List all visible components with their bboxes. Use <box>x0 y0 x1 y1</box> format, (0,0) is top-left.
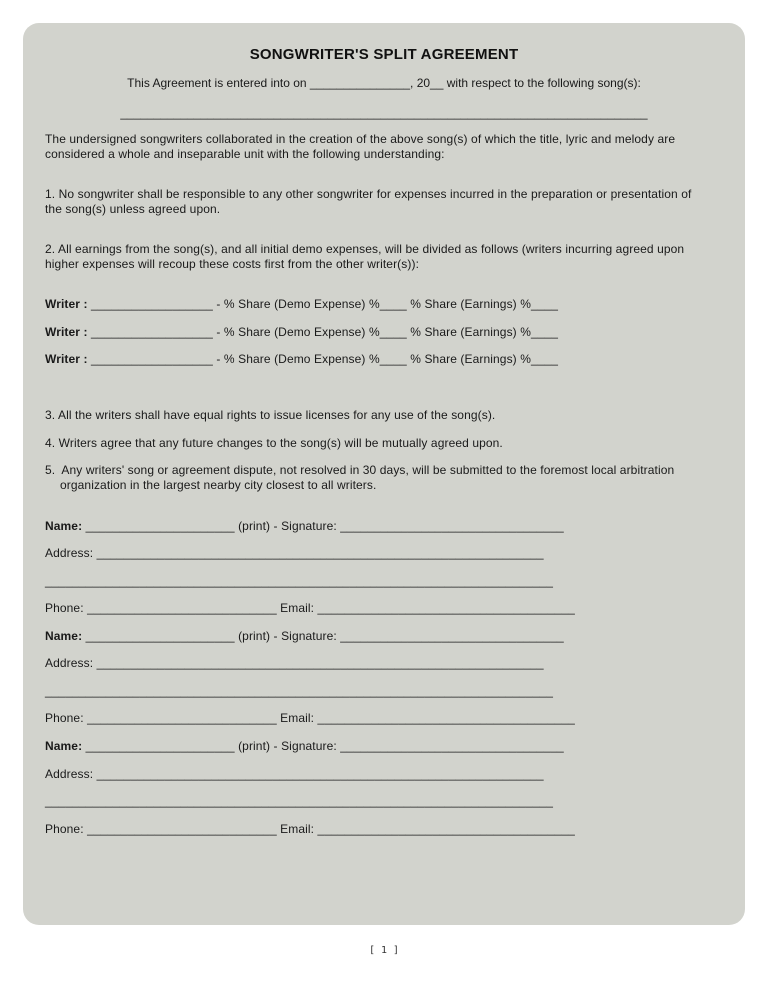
name-signature-fields: ______________________ (print) - Signature: _________________________________ <box>82 519 564 533</box>
clause-2-line-2: higher expenses will recoup these costs first from the other writer(s)): <box>45 257 420 271</box>
phone-email-row: Phone: ____________________________ Email: ______________________________________ <box>45 822 575 836</box>
clause-5-line-1: 5. Any writers' song or agreement dispute, not resolved in 30 days, will be submitted to the foremost local arbitration <box>45 463 675 477</box>
writer-share-fields: __________________ - % Share (Demo Expense) %____ % Share (Earnings) %____ <box>87 297 559 311</box>
name-signature-fields: ______________________ (print) - Signature: _________________________________ <box>82 629 564 643</box>
clause-4: 4. Writers agree that any future changes to the song(s) will be mutually agreed upon. <box>45 436 503 450</box>
phone-email-row: Phone: ____________________________ Email: ______________________________________ <box>45 601 575 615</box>
signature-name-row <box>45 519 564 534</box>
address-row: Address: __________________________________________________________________ <box>45 546 544 560</box>
address-continuation-row: ___________________________________________________________________________ <box>45 574 554 588</box>
signature-name-row <box>45 739 564 754</box>
address-continuation-row: ___________________________________________________________________________ <box>45 684 554 698</box>
writer-row-3 <box>45 352 558 367</box>
address-row: Address: __________________________________________________________________ <box>45 656 544 670</box>
writer-share-fields: __________________ - % Share (Demo Expense) %____ % Share (Earnings) %____ <box>87 325 559 339</box>
writer-label: Writer : <box>45 352 88 366</box>
page-number: [ 1 ] <box>368 945 400 956</box>
signature-name-row <box>45 629 564 644</box>
clause-5-line-2: organization in the largest nearby city closest to all writers. <box>60 478 377 492</box>
phone-email-row: Phone: ____________________________ Email: ______________________________________ <box>45 711 575 725</box>
song-title-line: _______________________________________________________________________________ <box>120 106 648 120</box>
clause-2-line-1: 2. All earnings from the song(s), and all initial demo expenses, will be divided as follows (writers incurring agreed upon <box>45 242 685 256</box>
collab-paragraph-line-1: The undersigned songwriters collaborated in the creation of the above song(s) of which the title, lyric and melody are <box>45 132 676 146</box>
name-label: Name: <box>45 629 83 643</box>
writer-label: Writer : <box>45 297 88 311</box>
writer-row-1 <box>45 297 558 312</box>
name-label: Name: <box>45 739 83 753</box>
clause-1-line-2: the song(s) unless agreed upon. <box>45 202 221 216</box>
intro-line: This Agreement is entered into on _______________, 20__ with respect to the following song(s): <box>127 76 641 90</box>
writer-label: Writer : <box>45 325 88 339</box>
collab-paragraph-line-2: considered a whole and inseparable unit with the following understanding: <box>45 147 445 161</box>
clause-1-line-1: 1. No songwriter shall be responsible to any other songwriter for expenses incurred in the preparation or presentation of <box>45 187 692 201</box>
writer-share-fields: __________________ - % Share (Demo Expense) %____ % Share (Earnings) %____ <box>87 352 559 366</box>
name-label: Name: <box>45 519 83 533</box>
document-title: SONGWRITER'S SPLIT AGREEMENT <box>249 46 519 63</box>
clause-3: 3. All the writers shall have equal rights to issue licenses for any use of the song(s). <box>45 408 496 422</box>
name-signature-fields: ______________________ (print) - Signature: _________________________________ <box>82 739 564 753</box>
address-row: Address: __________________________________________________________________ <box>45 767 544 781</box>
address-continuation-row: ___________________________________________________________________________ <box>45 794 554 808</box>
writer-row-2 <box>45 325 558 340</box>
